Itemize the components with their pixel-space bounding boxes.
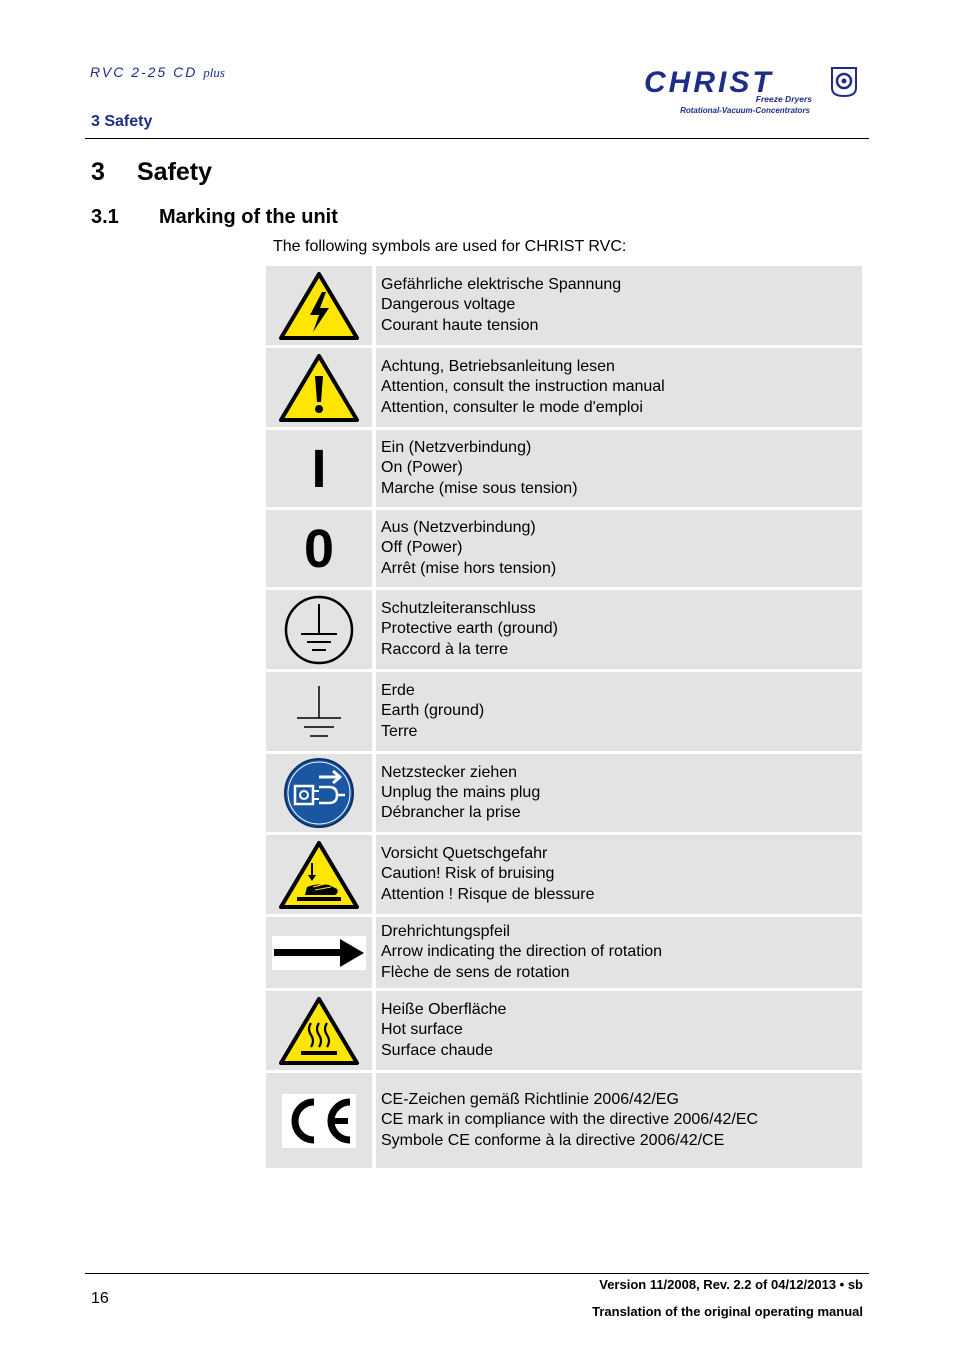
footer-divider: [85, 1273, 869, 1274]
version-note: Version 11/2008, Rev. 2.2 of 04/12/2013 • sb: [599, 1277, 863, 1292]
description-en: Hot surface: [381, 1021, 463, 1039]
description-en: Off (Power): [381, 539, 463, 557]
table-row: [266, 754, 862, 832]
description-de: Ein (Netzverbindung): [381, 439, 532, 457]
description-de: Heiße Oberfläche: [381, 1001, 507, 1019]
ce-mark-icon: [282, 1094, 356, 1148]
protective-earth-icon: [283, 594, 355, 666]
table-row: [266, 510, 862, 587]
symbol-cell: [266, 1073, 372, 1168]
description-de: Schutzleiteranschluss: [381, 600, 536, 618]
header-divider: [85, 138, 869, 139]
symbol-description: [376, 590, 862, 669]
description-en: Earth (ground): [381, 702, 485, 720]
symbol-description: [376, 754, 862, 832]
power-on-icon: I: [311, 438, 327, 499]
description-en: Unplug the mains plug: [381, 783, 541, 801]
power-off-icon: 0: [303, 518, 335, 579]
description-en: On (Power): [381, 459, 463, 477]
symbols-table: [266, 266, 862, 1171]
symbol-description: [376, 348, 862, 427]
table-row: [266, 430, 862, 507]
description-en: Arrow indicating the direction of rotation: [381, 943, 663, 961]
description-de: CE-Zeichen gemäß Richtlinie 2006/42/EG: [381, 1091, 679, 1109]
description-fr: Arrêt (mise hors tension): [381, 559, 557, 577]
chapter-title: Safety: [137, 158, 213, 186]
description-de: Achtung, Betriebsanleitung lesen: [381, 358, 615, 376]
symbol-description: [376, 430, 862, 507]
page-number: 16: [91, 1290, 109, 1307]
unplug-mains-icon: [283, 757, 355, 829]
description-en: Caution! Risk of bruising: [381, 865, 555, 883]
description-en: Dangerous voltage: [381, 296, 516, 314]
chapter-number: 3: [91, 158, 105, 186]
symbol-description: [376, 266, 862, 345]
attention-warning-icon: [277, 352, 361, 424]
table-row: [266, 1073, 862, 1168]
christ-logo: [640, 62, 868, 122]
symbol-cell: [266, 266, 372, 345]
description-fr: Marche (mise sous tension): [381, 479, 578, 497]
description-en: Attention, consult the instruction manual: [381, 378, 665, 396]
table-row: [266, 672, 862, 751]
description-de: Vorsicht Quetschgefahr: [381, 845, 548, 863]
symbol-cell: [266, 917, 372, 988]
chapter-heading: [91, 158, 212, 187]
document-model: [90, 64, 225, 81]
symbol-cell: [266, 510, 372, 587]
table-row: [266, 348, 862, 427]
symbol-cell: [266, 672, 372, 751]
description-fr: Attention ! Risque de blessure: [381, 885, 595, 903]
description-en: CE mark in compliance with the directive 2006/42/EC: [381, 1111, 759, 1129]
symbol-description: [376, 991, 862, 1070]
table-row: [266, 266, 862, 345]
hot-surface-icon: [277, 995, 361, 1067]
logo-line2: Rotational-Vacuum-Concentrators: [680, 106, 810, 115]
rotation-arrow-icon: [272, 936, 366, 970]
logo-line1: Freeze Dryers: [755, 94, 812, 104]
description-fr: Raccord à la terre: [381, 640, 509, 658]
earth-ground-icon: [289, 682, 349, 742]
description-de: Gefährliche elektrische Spannung: [381, 276, 622, 294]
symbol-cell: [266, 991, 372, 1070]
high-voltage-warning-icon: [277, 270, 361, 342]
description-de: Erde: [381, 682, 415, 700]
description-de: Drehrichtungspfeil: [381, 923, 510, 941]
logo-emblem-icon: [832, 68, 856, 96]
description-fr: Débrancher la prise: [381, 804, 521, 822]
description-fr: Attention, consulter le mode d'emploi: [381, 398, 643, 416]
symbol-cell: [266, 348, 372, 427]
symbol-description: [376, 1073, 862, 1168]
description-en: Protective earth (ground): [381, 620, 558, 638]
table-row: [266, 991, 862, 1070]
translation-note: Translation of the original operating manual: [592, 1304, 863, 1319]
symbol-description: [376, 672, 862, 751]
description-fr: Flèche de sens de rotation: [381, 963, 570, 981]
description-fr: Symbole CE conforme à la directive 2006/42/CE: [381, 1131, 725, 1149]
model-name: RVC 2-25 CD: [90, 64, 198, 80]
symbol-description: [376, 510, 862, 587]
symbol-cell: [266, 754, 372, 832]
model-suffix: plus: [203, 65, 225, 80]
crush-hazard-icon: [277, 839, 361, 911]
description-fr: Surface chaude: [381, 1041, 494, 1059]
symbol-cell: [266, 430, 372, 507]
section-number: 3.1: [91, 206, 119, 228]
section-heading: [91, 206, 338, 229]
symbol-description: [376, 835, 862, 914]
symbol-cell: [266, 590, 372, 669]
symbol-cell: [266, 835, 372, 914]
description-fr: Terre: [381, 722, 418, 740]
running-header-section: 3 Safety: [91, 113, 153, 130]
intro-text: The following symbols are used for CHRIST RVC:: [273, 238, 627, 255]
table-row: [266, 917, 862, 988]
description-de: Netzstecker ziehen: [381, 763, 518, 781]
table-row: [266, 835, 862, 914]
table-row: [266, 590, 862, 669]
description-de: Aus (Netzverbindung): [381, 519, 536, 537]
section-title: Marking of the unit: [159, 206, 338, 228]
description-fr: Courant haute tension: [381, 316, 539, 334]
symbol-description: [376, 917, 862, 988]
logo-brand: CHRIST: [644, 66, 774, 99]
